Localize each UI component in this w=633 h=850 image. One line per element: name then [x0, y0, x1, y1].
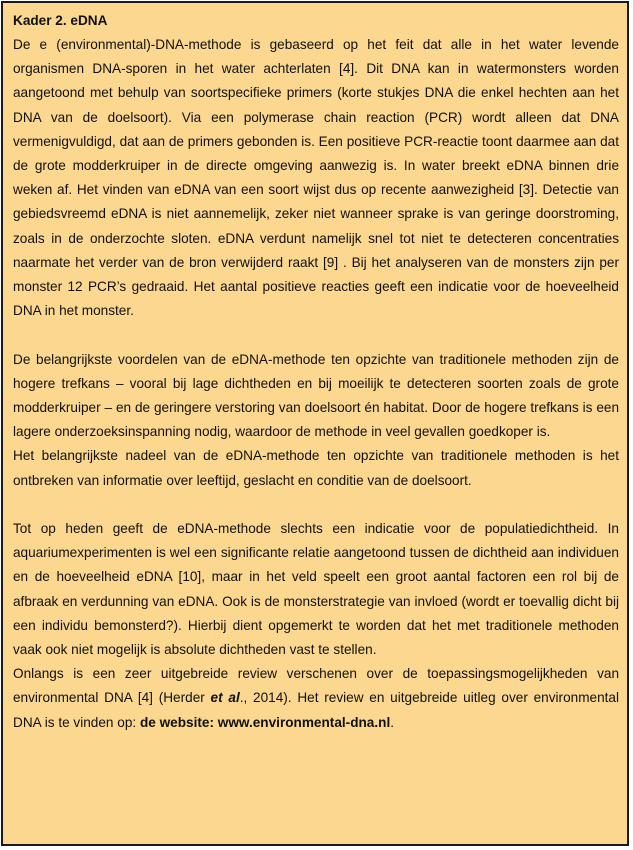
et-al-text: et al — [210, 690, 240, 706]
paragraph-review — [13, 662, 619, 735]
review-text-start: Onlangs is een zeer uitgebreide review verschenen over de toepassingsmogelijkheden van environmental DNA [4] (Herder — [13, 666, 619, 706]
paragraph-population-density: Tot op heden geeft de eDNA-methode slechts een indicatie voor de populatiedichtheid. In aquariumexperimenten is wel een significante relatie aangetoond tussen de dichtheid aan individuen en de hoeveelheid eDNA [10], maar in het veld speelt een groot aantal factoren een rol bij de afbraak en verdunning van eDNA. Ook is de monsterstrategie van invloed (wordt er toevallig dicht bij een individu bemonsterd?). Hierbij dient opgemerkt te worden dat het met traditionele methoden vaak ook niet mogelijk is absolute dichtheden vast te stellen. — [13, 521, 619, 658]
paragraph-advantages: De belangrijkste voordelen van de eDNA-methode ten opzichte van traditionele methoden zijn de hogere trefkans – vooral bij lage dichtheden en bij moeilijk te detecteren soorten zoals de grote modderkruiper – en de geringere verstoring van doelsoort én habitat. Door de hogere trefkans is een lagere onderzoeksinspanning nodig, waardoor de methode in veel gevallen goedkoper is. — [13, 351, 619, 440]
paragraph-edna-method: De e (environmental)-DNA-methode is gebaseerd op het feit dat alle in het water levende organismen DNA-sporen in het water achterlaten [4]. Dit DNA kan in watermonsters worden aangetoond met behulp van soortspecifieke primers (korte stukjes DNA die enkel hechten aan het DNA van de doelsoort). Via een polymerase chain reaction (PCR) wordt alleen dat DNA vermenigvuldigd, dat aan de primers gebonden is. Een positieve PCR-reactie toont daarmee aan dat de grote modderkruiper in de directe omgeving aanwezig is. In water breekt eDNA binnen drie weken af. Het vinden van eDNA van een soort wijst dus op recente aanwezigheid [3]. Detectie van gebiedsvreemd eDNA is niet aannemelijk, zeker niet wanneer sprake is van geringe doorstroming, zoals in de onderzochte sloten. eDNA verdunt namelijk snel tot niet te detecteren concentraties naarmate het verder van de bron verwijderd raakt [9] . Bij het analyseren van de monsters zijn per monster 12 PCR’s gedraaid. Het aantal positieve reacties geeft een indicatie voor de hoeveelheid DNA in het monster. — [13, 37, 619, 319]
paragraph-gap — [13, 493, 619, 517]
paragraph-disadvantage: Het belangrijkste nadeel van de eDNA-methode ten opzichte van traditionele methoden is het ontbreken van informatie over leeftijd, geslacht en conditie van de doelsoort. — [13, 448, 619, 488]
website-link[interactable]: de website: www.environmental-dna.nl — [139, 714, 391, 730]
review-text-mid: ., 2014). Het review en uitgebreide uitleg over environmental DNA is te vinden op: — [13, 690, 620, 730]
paragraph-gap — [13, 323, 619, 347]
review-text-end: . — [390, 714, 394, 730]
kader-box — [1, 1, 629, 846]
box-title: Kader 2. eDNA — [13, 13, 108, 28]
